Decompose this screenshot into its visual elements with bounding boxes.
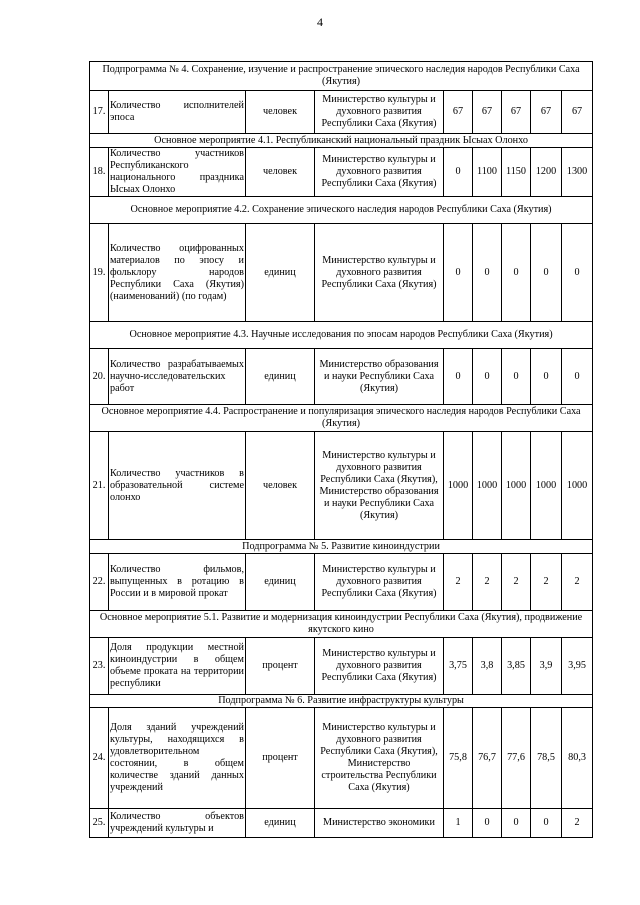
- year-value: 0: [444, 224, 473, 322]
- table-row: [90, 148, 593, 197]
- row-number: 17.: [90, 91, 109, 134]
- section-title: Основное мероприятие 4.2. Сохранение эпического наследия народов Республики Саха (Якутия): [90, 197, 593, 224]
- year-value: 0: [473, 224, 502, 322]
- year-value: 2: [502, 554, 531, 611]
- row-number: 19.: [90, 224, 109, 322]
- table-row: [90, 91, 593, 134]
- responsible-executor: Министерство образования и науки Республики Саха (Якутия): [315, 349, 444, 405]
- responsible-executor: Министерство культуры и духовного развития Республики Саха (Якутия): [315, 554, 444, 611]
- table-row: [90, 349, 593, 405]
- unit-of-measure: единиц: [246, 809, 315, 838]
- responsible-executor: Министерство культуры и духовного развития Республики Саха (Якутия): [315, 638, 444, 695]
- row-number: 20.: [90, 349, 109, 405]
- section-title: Основное мероприятие 5.1. Развитие и модернизация киноиндустрии Республики Саха (Якутия), продвижение якутского кино: [90, 611, 593, 638]
- year-value: 2: [444, 554, 473, 611]
- year-value: 2: [562, 554, 593, 611]
- section-row: [90, 405, 593, 432]
- indicator-name: Количество фильмов, выпущенных в ротацию в России и в мировой прокат: [109, 554, 246, 611]
- row-number: 25.: [90, 809, 109, 838]
- table-row: [90, 809, 593, 838]
- table-row: [90, 638, 593, 695]
- row-number: 18.: [90, 148, 109, 197]
- section-title: Подпрограмма № 5. Развитие киноиндустрии: [90, 540, 593, 554]
- section-title: Основное мероприятие 4.3. Научные исследования по эпосам народов Республики Саха (Якутия): [90, 322, 593, 349]
- year-value: 67: [473, 91, 502, 134]
- year-value: 0: [444, 148, 473, 197]
- unit-of-measure: единиц: [246, 224, 315, 322]
- section-row: [90, 322, 593, 349]
- unit-of-measure: единиц: [246, 554, 315, 611]
- year-value: 0: [562, 224, 593, 322]
- row-number: 23.: [90, 638, 109, 695]
- section-row: [90, 197, 593, 224]
- year-value: 0: [502, 224, 531, 322]
- year-value: 0: [473, 349, 502, 405]
- row-number: 22.: [90, 554, 109, 611]
- unit-of-measure: человек: [246, 91, 315, 134]
- year-value: 75,8: [444, 708, 473, 809]
- indicator-name: Количество объектов учреждений культуры и: [109, 809, 246, 838]
- row-number: 24.: [90, 708, 109, 809]
- year-value: 1: [444, 809, 473, 838]
- year-value: 1000: [444, 432, 473, 540]
- year-value: 76,7: [473, 708, 502, 809]
- section-row: [90, 134, 593, 148]
- year-value: 3,9: [531, 638, 562, 695]
- indicator-name: Количество участников в образовательной системе олонхо: [109, 432, 246, 540]
- table-row: [90, 224, 593, 322]
- row-number: 21.: [90, 432, 109, 540]
- year-value: 3,95: [562, 638, 593, 695]
- unit-of-measure: процент: [246, 708, 315, 809]
- responsible-executor: Министерство культуры и духовного развития Республики Саха (Якутия), Министерство строительства Республики Саха (Якутия): [315, 708, 444, 809]
- table-row: [90, 554, 593, 611]
- year-value: 77,6: [502, 708, 531, 809]
- indicator-name: Количество разрабатываемых научно-исследовательских работ: [109, 349, 246, 405]
- year-value: 2: [562, 809, 593, 838]
- responsible-executor: Министерство культуры и духовного развития Республики Саха (Якутия), Министерство образования и науки Республики Саха (Якутия): [315, 432, 444, 540]
- table-row: [90, 432, 593, 540]
- year-value: 1150: [502, 148, 531, 197]
- year-value: 0: [531, 224, 562, 322]
- year-value: 2: [473, 554, 502, 611]
- responsible-executor: Министерство культуры и духовного развития Республики Саха (Якутия): [315, 224, 444, 322]
- year-value: 80,3: [562, 708, 593, 809]
- year-value: 0: [502, 349, 531, 405]
- section-row: [90, 62, 593, 91]
- indicators-table: [89, 61, 593, 838]
- indicator-name: Доля зданий учреждений культуры, находящихся в удовлетворительном состоянии, в общем количестве зданий данных учреждений: [109, 708, 246, 809]
- year-value: 2: [531, 554, 562, 611]
- year-value: 3,85: [502, 638, 531, 695]
- unit-of-measure: процент: [246, 638, 315, 695]
- section-row: [90, 611, 593, 638]
- section-row: [90, 695, 593, 708]
- table-row: [90, 708, 593, 809]
- section-title: Подпрограмма № 4. Сохранение, изучение и распространение эпического наследия народов Республики Саха (Якутия): [90, 62, 593, 91]
- year-value: 1000: [473, 432, 502, 540]
- year-value: 0: [473, 809, 502, 838]
- section-title: Основное мероприятие 4.1. Республиканский национальный праздник Ысыах Олонхо: [90, 134, 593, 148]
- unit-of-measure: человек: [246, 148, 315, 197]
- year-value: 78,5: [531, 708, 562, 809]
- year-value: 67: [502, 91, 531, 134]
- indicator-name: Количество исполнителей эпоса: [109, 91, 246, 134]
- indicator-name: Количество оцифрованных материалов по эпосу и фольклору народов Республики Саха (Якутия) (наименований) (по годам): [109, 224, 246, 322]
- section-title: Основное мероприятие 4.4. Распространение и популяризация эпического наследия народов Республики Саха (Якутия): [90, 405, 593, 432]
- year-value: 0: [502, 809, 531, 838]
- year-value: 0: [562, 349, 593, 405]
- indicator-name: Доля продукции местной киноиндустрии в общем объеме проката на территории республики: [109, 638, 246, 695]
- year-value: 67: [562, 91, 593, 134]
- unit-of-measure: человек: [246, 432, 315, 540]
- indicator-name: Количество участников Республиканского национального праздника Ысыах Олонхо: [110, 148, 244, 195]
- responsible-executor: Министерство культуры и духовного развития Республики Саха (Якутия): [315, 148, 444, 197]
- responsible-executor: Министерство культуры и духовного развития Республики Саха (Якутия): [315, 91, 444, 134]
- section-title: Подпрограмма № 6. Развитие инфраструктуры культуры: [90, 695, 593, 708]
- year-value: 1200: [531, 148, 562, 197]
- year-value: 0: [531, 349, 562, 405]
- year-value: 67: [531, 91, 562, 134]
- unit-of-measure: единиц: [246, 349, 315, 405]
- page-number: 4: [317, 15, 323, 29]
- year-value: 0: [531, 809, 562, 838]
- year-value: 1000: [531, 432, 562, 540]
- year-value: 1300: [562, 148, 593, 197]
- year-value: 1000: [502, 432, 531, 540]
- year-value: 1100: [473, 148, 502, 197]
- responsible-executor: Министерство экономики: [315, 809, 444, 838]
- year-value: 3,75: [444, 638, 473, 695]
- year-value: 67: [444, 91, 473, 134]
- year-value: 0: [444, 349, 473, 405]
- year-value: 1000: [562, 432, 593, 540]
- section-row: [90, 540, 593, 554]
- year-value: 3,8: [473, 638, 502, 695]
